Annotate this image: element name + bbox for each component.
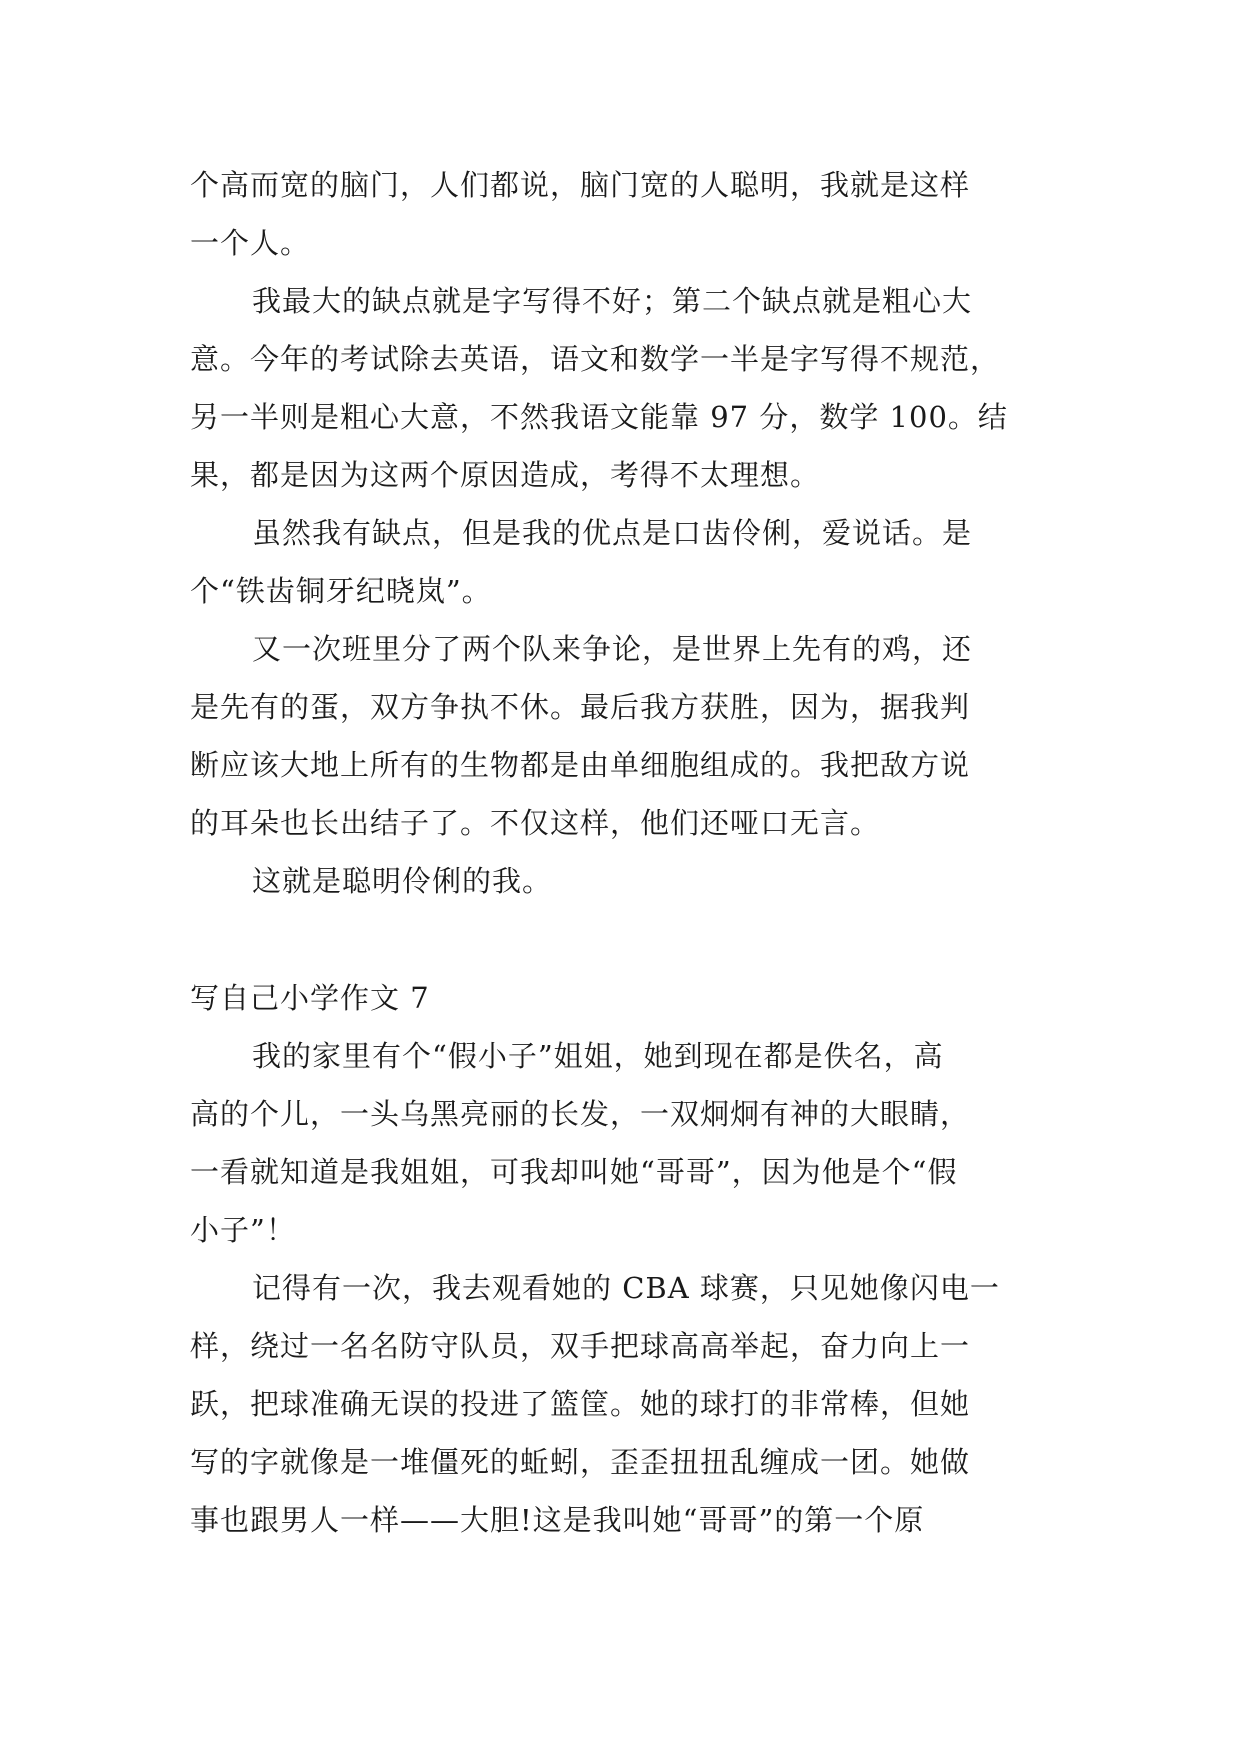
paragraph-first-line: 又一次班里分了两个队来争论，是世界上先有的鸡，还 — [252, 632, 973, 666]
section-spacer — [190, 910, 1070, 969]
paragraph-first-line: 我的家里有个“假小子”姐姐，她到现在都是佚名，高 — [252, 1039, 944, 1073]
text-line: 一看就知道是我姐姐，可我却叫她“哥哥”，因为他是个“假 — [190, 1155, 958, 1189]
text-line: 的耳朵也长出结子了。不仅这样，他们还哑口无言。 — [190, 806, 881, 840]
text-line: 果，都是因为这两个原因造成，考得不太理想。 — [190, 458, 821, 492]
text-line: 断应该大地上所有的生物都是由单细胞组成的。我把敌方说 — [190, 748, 971, 782]
text-line: 意。今年的考试除去英语，语文和数学一半是字写得不规范， — [190, 342, 1001, 376]
text-line: 一个人。 — [190, 226, 311, 260]
text-line: 小子”！ — [190, 1213, 296, 1247]
paragraph-first-line: 记得有一次，我去观看她的 CBA 球赛，只见她像闪电一 — [252, 1271, 1000, 1305]
document-body — [190, 156, 1070, 1549]
paragraph-first-line: 这就是聪明伶俐的我。 — [252, 864, 553, 898]
text-line: 个高而宽的脑门，人们都说，脑门宽的人聪明，我就是这样 — [190, 168, 971, 202]
text-line: 写的字就像是一堆僵死的蚯蚓，歪歪扭扭乱缠成一团。她做 — [190, 1445, 971, 1479]
paragraph-first-line: 我最大的缺点就是字写得不好；第二个缺点就是粗心大 — [252, 284, 973, 318]
text-line: 另一半则是粗心大意，不然我语文能靠 97 分，数学 100。结 — [190, 400, 1008, 434]
text-line: 样，绕过一名名防守队员，双手把球高高举起，奋力向上一 — [190, 1329, 971, 1363]
section-title: 写自己小学作文 7 — [190, 981, 430, 1015]
paragraph-first-line: 虽然我有缺点，但是我的优点是口齿伶俐，爱说话。是 — [252, 516, 973, 550]
text-line: 跃，把球准确无误的投进了篮筐。她的球打的非常棒，但她 — [190, 1387, 971, 1421]
text-line: 是先有的蛋，双方争执不休。最后我方获胜，因为，据我判 — [190, 690, 971, 724]
text-line: 事也跟男人一样——大胆!这是我叫她“哥哥”的第一个原 — [190, 1503, 925, 1537]
text-line: 高的个儿，一头乌黑亮丽的长发，一双炯炯有神的大眼睛， — [190, 1097, 971, 1131]
text-line: 个“铁齿铜牙纪晓岚”。 — [190, 574, 492, 608]
